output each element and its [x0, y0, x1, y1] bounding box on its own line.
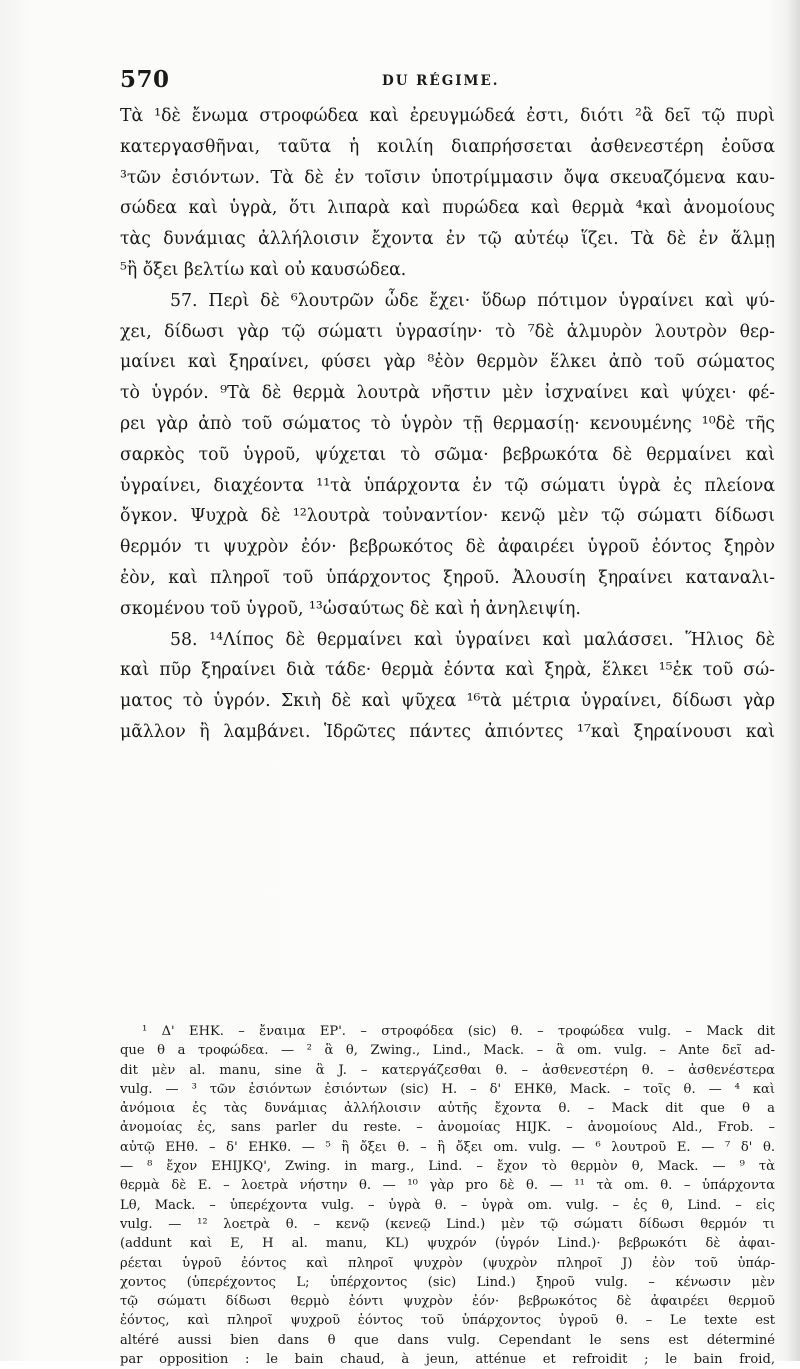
- text-line: χει, δίδωσι γὰρ τῷ σώματι ὑγρασίην· τὸ ⁷δὲ ἁλμυρὸν λουτρὸν θερ-: [120, 321, 775, 342]
- footnote-line: χοντος (ὑπερέχοντος L; ὑπέρχοντος (sic) Lind.) ξηροῦ vulg. – κένωσιν μὲν: [120, 1274, 775, 1290]
- footnote-line: par opposition : le bain chaud, à jeun, atténue et refroidit ; le bain froid,: [120, 1352, 775, 1368]
- running-head: DU RÉGIME.: [382, 73, 500, 89]
- text-line: ⁵ἢ ὄξει βελτίω καὶ οὐ καυσώδεα.: [120, 259, 407, 280]
- text-line: μᾶλλον ἢ λαμβάνει. Ἱδρῶτες πάντες ἀπιόντες ¹⁷καὶ ξηραίνουσι καὶ: [120, 721, 775, 742]
- footnote-line: vulg. — ³ τῶν ἐσιόντων ἐσιόντων (sic) H. – δ' EHKθ, Mack. – τοῖς θ. — ⁴ καὶ: [120, 1081, 775, 1097]
- text-line: τὸ ὑγρόν. ⁹Τὰ δὲ θερμὰ λουτρὰ νῆστιν μὲν ἰσχναίνει καὶ ψύχει· φέ-: [120, 383, 775, 404]
- page-number: 570: [120, 66, 170, 93]
- text-line: σώδεα καὶ ὑγρὰ, ὅτι λιπαρὰ καὶ πυρώδεα καὶ θερμὰ ⁴καὶ ἀνομοίους: [120, 198, 775, 219]
- footnote-line: τῷ σώματι δίδωσι θερμὸ ἐόντι ψυχρὸν ἐόν· βεβρωκότος δὲ ἀφαιρέει θερμοῦ: [120, 1294, 775, 1310]
- page-header: [120, 66, 775, 96]
- text-line: θερμόν τι ψυχρὸν ἐόν· βεβρωκότος δὲ ἀφαιρέει ὑγροῦ ἐόντος ξηρὸν: [120, 537, 775, 558]
- text-line: σαρκὸς τοῦ ὑγροῦ, ψύχεται τὸ σῶμα· βεβρωκότα δὲ θερμαίνει καὶ: [120, 444, 775, 465]
- footnote-line: altéré aussi bien dans θ que dans vulg. Cependant le sens est déterminé: [120, 1332, 775, 1348]
- text-line: ὄγκον. Ψυχρὰ δὲ ¹²λουτρὰ τοὐναντίον· κενῷ μὲν τῷ σώματι δίδωσι: [120, 506, 775, 527]
- footnote-line: θερμὰ δὲ E. – λοετρὰ νήστην θ. — ¹⁰ γὰρ pro δὲ θ. — ¹¹ τὰ om. θ. – ὑπάρχοντα: [120, 1178, 775, 1194]
- footnote-line: vulg. — ¹² λοετρὰ θ. – κενῷ (κενεῷ Lind.) μὲν τῷ σώματι δίδωσι θερμόν τι: [120, 1216, 775, 1232]
- text-line: 58. ¹⁴Λίπος δὲ θερμαίνει καὶ ὑγραίνει καὶ μαλάσσει. Ἥλιος δὲ: [170, 629, 775, 650]
- footnote-line: — ⁸ ἔχον EHIJKQ', Zwing. in marg., Lind. – ἔχον τὸ θερμὸν θ, Mack. — ⁹ τὰ: [120, 1159, 775, 1175]
- footnote-line: ἀνόμοια ἐς τὰς δυνάμιας ἀλλήλοισιν αὐτῆς ἔχοντα θ. – Mack dit que θ a: [120, 1101, 775, 1117]
- footnote-line: ἀνομοίας ἐς, sans parler du reste. – ἀνομοίας HIJK. – ἀνομοίους Ald., Frob. –: [120, 1120, 775, 1136]
- text-line: ματος τὸ ὑγρόν. Σκιὴ δὲ καὶ ψῦχεα ¹⁶τὰ μέτρια ὑγραίνει, δίδωσι γὰρ: [120, 691, 775, 712]
- text-line: 57. Περὶ δὲ ⁶λουτρῶν ὧδε ἔχει· ὕδωρ πότιμον ὑγραίνει καὶ ψύ-: [170, 290, 775, 311]
- footnote-line: αὐτῷ EHθ. – δ' EHKθ. — ⁵ ἢ ὄξει θ. – ἢ ὄξει om. vulg. — ⁶ λουτροῦ E. — ⁷ δ' θ.: [120, 1139, 775, 1155]
- text-line: ³τῶν ἐσιόντων. Τὰ δὲ ἐν τοῖσιν ὑποτρίμμασιν ὄψα σκευαζόμενα καυ-: [120, 167, 775, 188]
- footnote-line: ¹ Δ' EHK. – ἔναιμα EP'. – στροφόδεα (sic) θ. – τροφώδεα vulg. – Mack dit: [142, 1024, 775, 1039]
- text-line: κατεργασθῆναι, ταῦτα ἡ κοιλίη διαπρήσσεται ἀσθενεστέρη ἐοῦσα: [120, 136, 775, 157]
- text-line: καὶ πῦρ ξηραίνει διὰ τάδε· θερμὰ ἐόντα καὶ ξηρὰ, ἕλκει ¹⁵ἐκ τοῦ σώ-: [120, 660, 775, 681]
- text-line: τὰς δυνάμιας ἀλλήλοισιν ἔχοντα ἐν τῷ αὐτέῳ ἵζει. Τὰ δὲ ἐν ἅλμῃ: [120, 229, 775, 250]
- footnote-line: ἐόντος, καὶ πληροῖ ψυχροῦ ἐόντος τοῦ ὑπάρχοντος ὑγροῦ θ. – Le texte est: [120, 1313, 775, 1329]
- text-line: ρει γὰρ ἀπὸ τοῦ σώματος τὸ ὑγρὸν τῇ θερμασίῃ· κενουμένης ¹⁰δὲ τῆς: [120, 413, 775, 434]
- footnote-line: ρέεται ὑγροῦ ἐόντος καὶ πληροῖ ψυχρὸν (ψυχρὸν πληροῖ J) ἐὸν τοῦ ὑπάρ-: [120, 1255, 775, 1271]
- text-line: ἐὸν, καὶ πληροῖ τοῦ ὑπάρχοντος ξηροῦ. Ἀλουσίη ξηραίνει καταναλι-: [120, 567, 775, 588]
- footnotes: [120, 1022, 775, 1369]
- footnote-line: (addunt καὶ E, H al. manu, KL) ψυχρόν (ὑγρόν Lind.)· βεβρωκότι δὲ ἀφαι-: [120, 1236, 775, 1252]
- text-line: Τὰ ¹δὲ ἔνωμα στροφώδεα καὶ ἐρευγμώδεά ἐστι, διότι ²ἃ δεῖ τῷ πυρὶ: [120, 106, 775, 126]
- main-text: [120, 101, 775, 748]
- footnote-line: que θ a τροφώδεα. — ² ἃ θ, Zwing., Lind., Mack. – ἃ om. vulg. – Ante δεῖ ad-: [120, 1043, 775, 1059]
- footnote-line: Lθ, Mack. – ὑπερέχοντα vulg. – ὑγρὰ θ. – ὑγρὰ om. vulg. – ἐς θ, Lind. – εἰς: [120, 1197, 775, 1213]
- footnote-line: dit μὲν al. manu, sine ἃ J. – κατεργάζεσθαι θ. – ἀσθενεστέρη θ. – ἀσθενέστερα: [120, 1062, 775, 1078]
- text-line: σκομένου τοῦ ὑγροῦ, ¹³ὡσαύτως δὲ καὶ ἡ ἀνηλειψίη.: [120, 598, 581, 619]
- text-line: μαίνει καὶ ξηραίνει, φύσει γὰρ ⁸ἐὸν θερμὸν ἕλκει ἀπὸ τοῦ σώματος: [120, 352, 775, 373]
- page-edge-shadow: [786, 0, 800, 1361]
- text-line: ὑγραίνει, διαχέοντα ¹¹τὰ ὑπάρχοντα ἐν τῷ σώματι ὑγρὰ ἐς πλείονα: [120, 475, 775, 496]
